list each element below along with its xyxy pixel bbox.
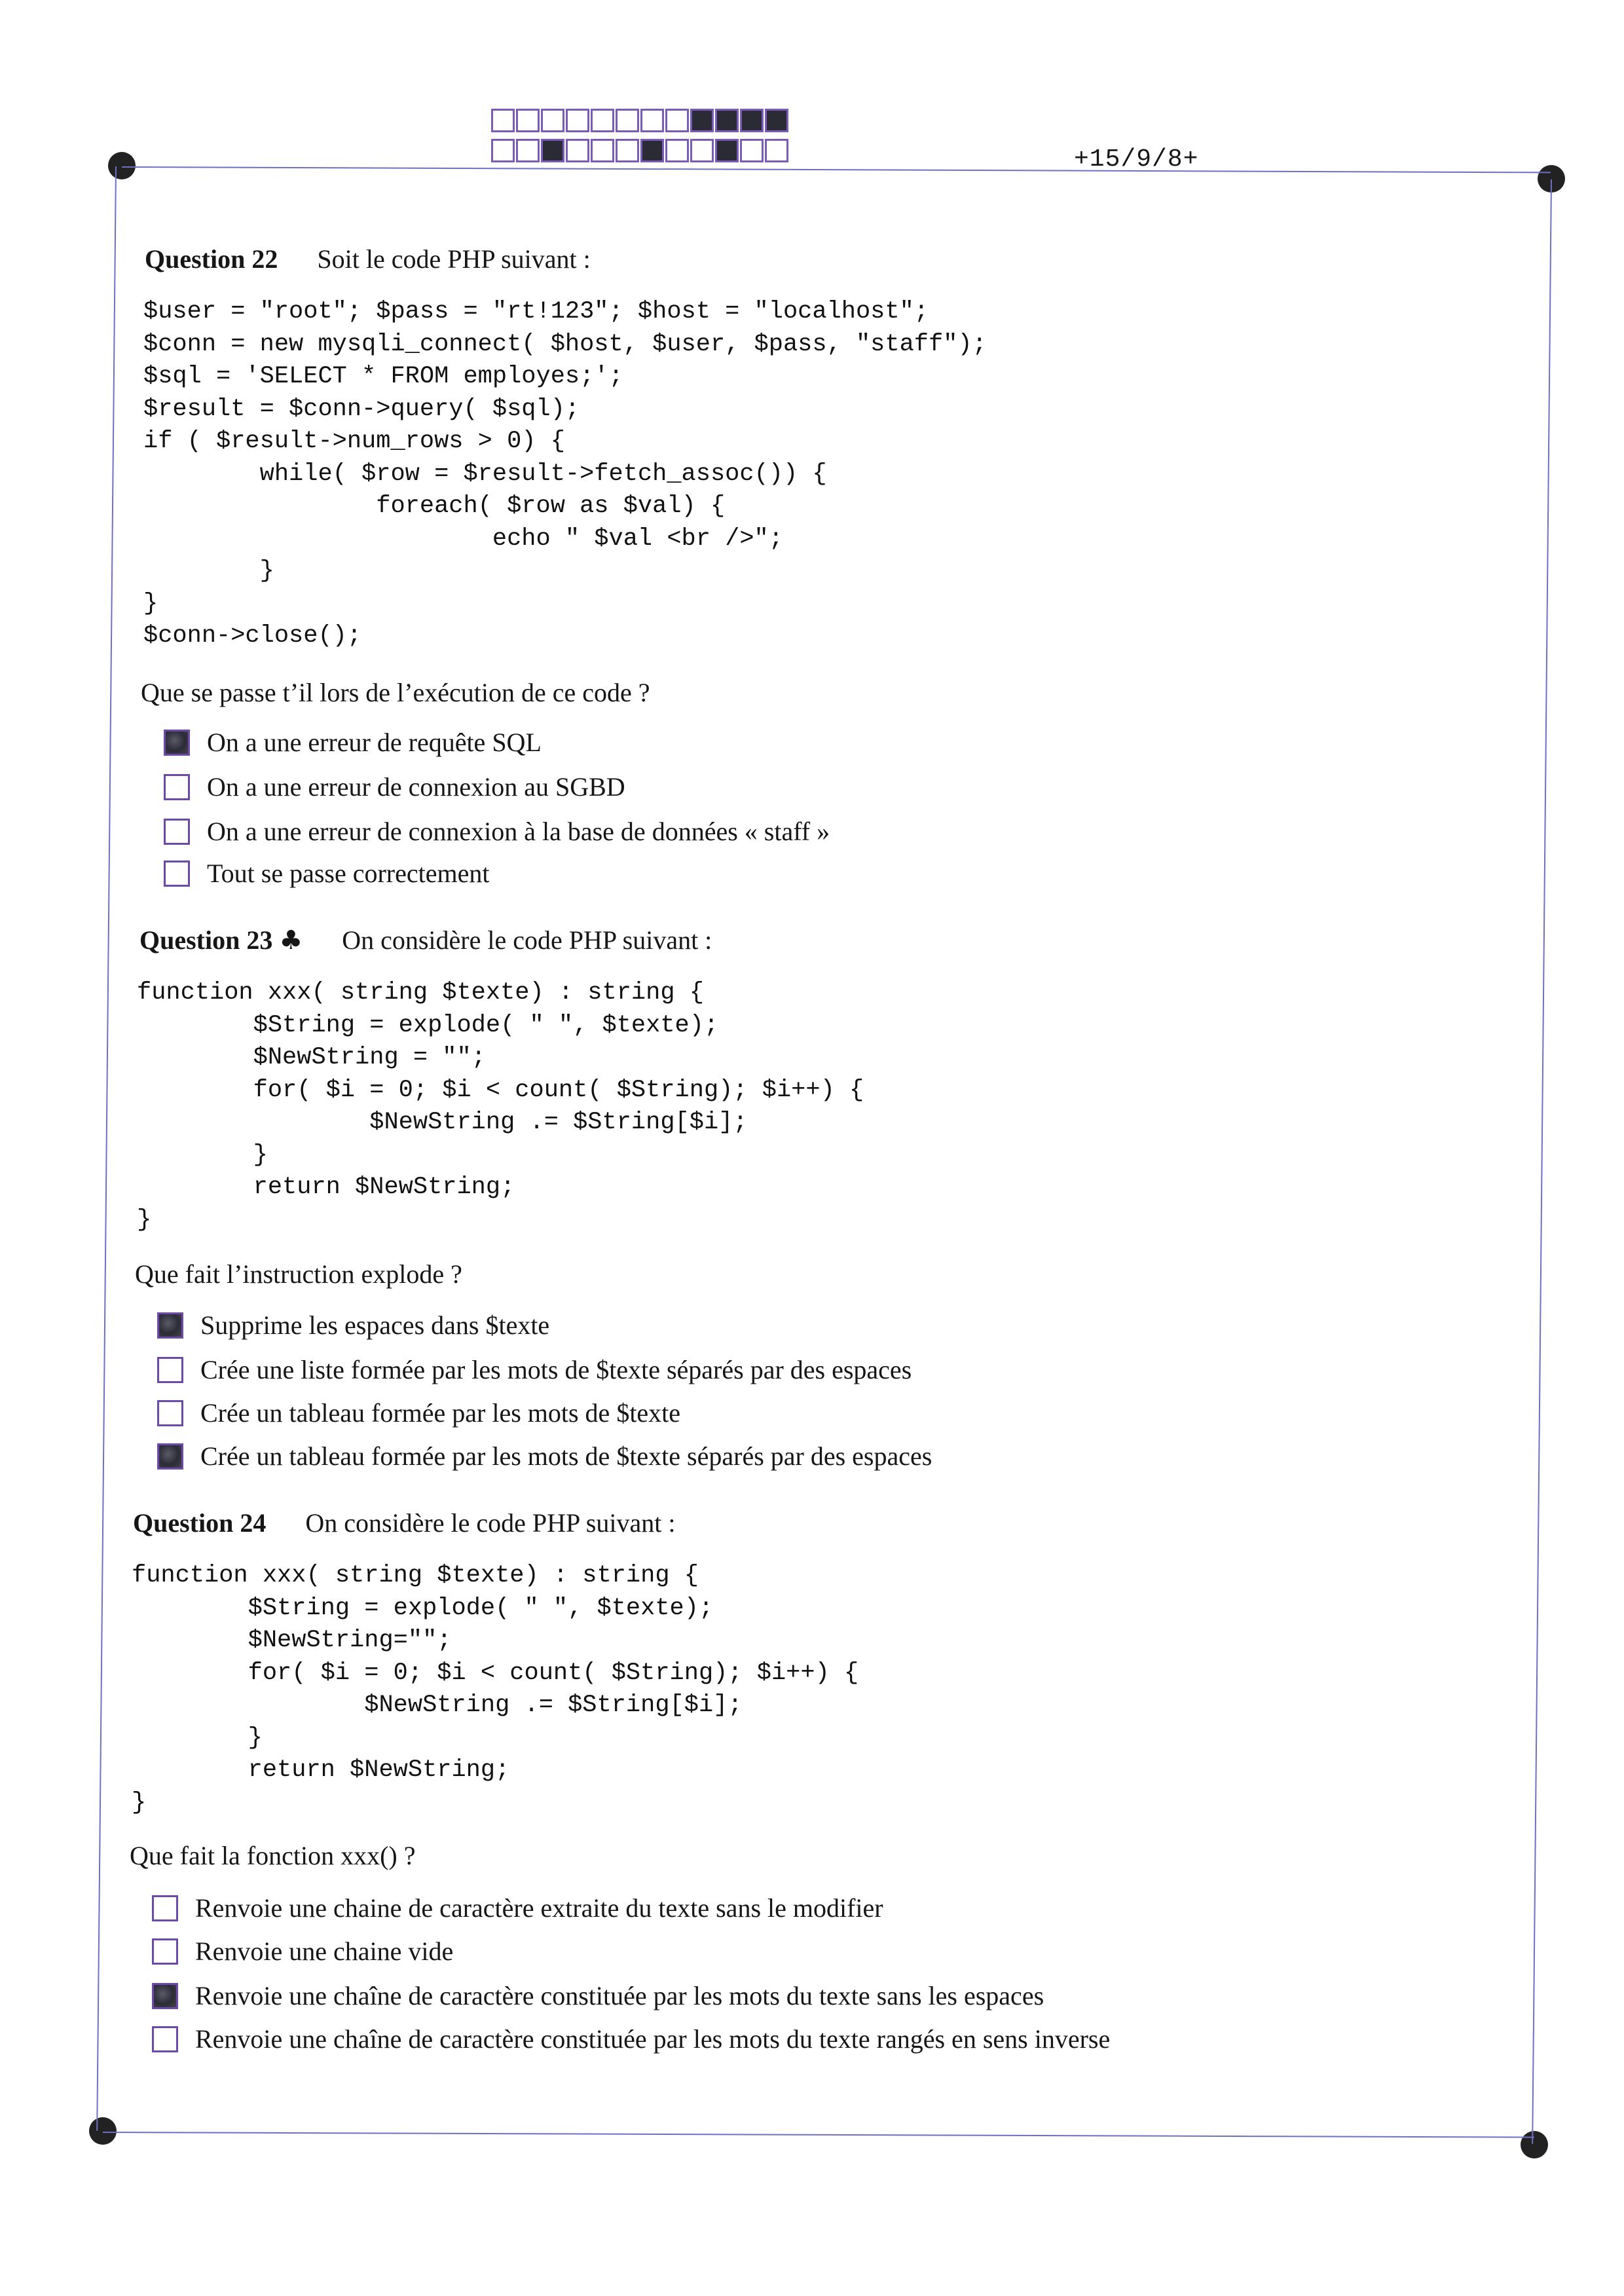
barcode-cell bbox=[690, 109, 714, 132]
question-title: Question 23 ♣ bbox=[139, 925, 303, 955]
option-label: Renvoie une chaîne de caractère constituée par les mots du texte sans les espaces bbox=[195, 1981, 1044, 2010]
corner-dot-bottom-right bbox=[1521, 2131, 1548, 2158]
question-24-heading bbox=[133, 1508, 675, 1538]
q23-option-2[interactable] bbox=[157, 1354, 912, 1385]
page-id: +15/9/8+ bbox=[1074, 145, 1199, 174]
question-22-prompt: Que se passe t’il lors de l’exécution de ce code ? bbox=[141, 678, 650, 707]
barcode-cell bbox=[765, 139, 788, 162]
frame-left-line bbox=[96, 166, 117, 2131]
checkbox[interactable] bbox=[157, 1443, 183, 1470]
option-label: Renvoie une chaine de caractère extraite du texte sans le modifier bbox=[195, 1893, 883, 1923]
question-title: Question 22 bbox=[145, 244, 278, 274]
q23-option-1[interactable] bbox=[157, 1310, 549, 1341]
checkbox[interactable] bbox=[164, 730, 190, 756]
barcode-cell bbox=[640, 109, 664, 132]
barcode-cell bbox=[491, 109, 515, 132]
barcode-cell bbox=[690, 139, 714, 162]
barcode-cell bbox=[541, 109, 564, 132]
question-22-heading bbox=[145, 244, 591, 274]
barcode-cell bbox=[516, 109, 540, 132]
barcode-cell bbox=[591, 109, 614, 132]
checkbox[interactable] bbox=[157, 1357, 183, 1383]
checkbox[interactable] bbox=[152, 1938, 178, 1965]
q24-option-2[interactable] bbox=[152, 1936, 453, 1967]
barcode-cell bbox=[541, 139, 564, 162]
barcode-cell bbox=[665, 139, 689, 162]
barcode-cell bbox=[640, 139, 664, 162]
option-label: Crée un tableau formée par les mots de $texte séparés par des espaces bbox=[200, 1441, 932, 1471]
q24-option-1[interactable] bbox=[152, 1893, 883, 1923]
q22-option-1[interactable] bbox=[164, 727, 542, 758]
question-title: Question 24 bbox=[133, 1508, 267, 1538]
checkbox[interactable] bbox=[157, 1400, 183, 1426]
option-label: Crée un tableau formée par les mots de $texte bbox=[200, 1398, 681, 1428]
barcode-cell bbox=[516, 139, 540, 162]
question-22-code: $user = "root"; $pass = "rt!123"; $host = "localhost"; $conn = new mysqli_connect( $host, $user, $pass, "staff"); $sql = 'SELECT * FROM employes;'; $result = $conn->query( $sql); if ( $result->num_rows > 0) { while( $row = $result->fetch_assoc()) { foreach( $row as $val) { echo " $val <br />"; } } $conn->close(); bbox=[143, 298, 987, 650]
barcode-cell bbox=[566, 109, 589, 132]
barcode-cell bbox=[566, 139, 589, 162]
question-23-prompt: Que fait l’instruction explode ? bbox=[135, 1259, 462, 1289]
checkbox[interactable] bbox=[164, 774, 190, 800]
barcode-cell bbox=[765, 109, 788, 132]
checkbox[interactable] bbox=[152, 2026, 178, 2052]
frame-bottom-line bbox=[103, 2132, 1534, 2138]
option-label: Renvoie une chaîne de caractère constituée par les mots du texte rangés en sens inverse bbox=[195, 2024, 1111, 2054]
option-label: Crée une liste formée par les mots de $texte séparés par des espaces bbox=[200, 1355, 912, 1384]
option-label: Tout se passe correctement bbox=[207, 859, 490, 888]
club-icon: ♣ bbox=[279, 925, 303, 955]
q22-option-2[interactable] bbox=[164, 771, 625, 802]
option-label: On a une erreur de connexion à la base de données « staff » bbox=[207, 817, 830, 846]
question-intro: On considère le code PHP suivant : bbox=[342, 925, 712, 955]
barcode-cell bbox=[616, 109, 639, 132]
q23-option-3[interactable] bbox=[157, 1398, 680, 1428]
checkbox[interactable] bbox=[157, 1312, 183, 1339]
barcode-cell bbox=[740, 139, 764, 162]
barcode-cell bbox=[591, 139, 614, 162]
q22-option-4[interactable] bbox=[164, 858, 489, 889]
question-intro: Soit le code PHP suivant : bbox=[317, 244, 591, 274]
option-label: On a une erreur de connexion au SGBD bbox=[207, 772, 625, 802]
barcode-cell bbox=[740, 109, 764, 132]
frame-right-line bbox=[1532, 179, 1552, 2144]
question-intro: On considère le code PHP suivant : bbox=[305, 1508, 676, 1538]
option-label: Renvoie une chaine vide bbox=[195, 1936, 454, 1966]
q23-option-4[interactable] bbox=[157, 1441, 932, 1472]
q24-option-3[interactable] bbox=[152, 1980, 1044, 2011]
question-24-code: function xxx( string $texte) : string { $String = explode( " ", $texte); $NewString=""; for( $i = 0; $i < count( $String); $i++) { $NewString .= $String[$i]; } return $NewString; } bbox=[132, 1562, 859, 1817]
barcode-cell bbox=[616, 139, 639, 162]
option-label: Supprime les espaces dans $texte bbox=[200, 1310, 550, 1340]
option-label: On a une erreur de requête SQL bbox=[207, 728, 542, 757]
q24-option-4[interactable] bbox=[152, 2024, 1110, 2054]
barcode-row-bottom bbox=[491, 139, 790, 162]
question-23-code: function xxx( string $texte) : string { $String = explode( " ", $texte); $NewString = ""; for( $i = 0; $i < count( $String); $i++) { $NewString .= $String[$i]; } return $NewString; } bbox=[137, 979, 864, 1234]
barcode-cell bbox=[491, 139, 515, 162]
checkbox[interactable] bbox=[164, 861, 190, 887]
checkbox[interactable] bbox=[152, 1895, 178, 1921]
frame-top-line bbox=[122, 166, 1551, 173]
checkbox[interactable] bbox=[164, 819, 190, 845]
barcode-cell bbox=[665, 109, 689, 132]
question-23-heading bbox=[139, 925, 712, 955]
checkbox[interactable] bbox=[152, 1983, 178, 2009]
barcode-cell bbox=[715, 139, 739, 162]
barcode-cell bbox=[715, 109, 739, 132]
q22-option-3[interactable] bbox=[164, 816, 830, 847]
question-24-prompt: Que fait la fonction xxx() ? bbox=[130, 1841, 416, 1870]
barcode-row-top bbox=[491, 109, 790, 132]
